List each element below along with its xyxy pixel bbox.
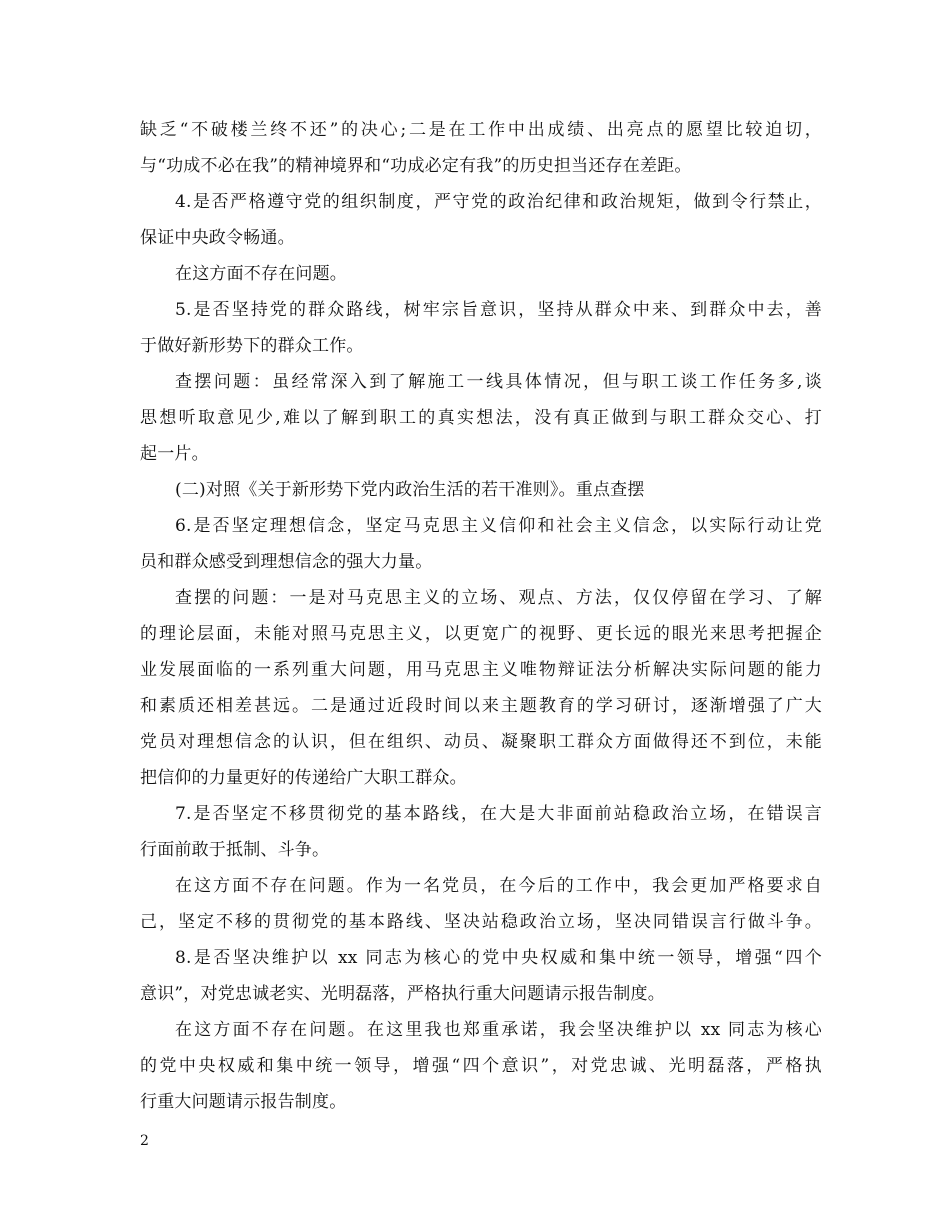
text-line: 把信仰的力量更好的传递给广大职工群众。 <box>140 768 467 788</box>
text-line: 意识”，对党忠诚老实、光明磊落，严格执行重大问题请示报告制度。 <box>140 984 665 1004</box>
document-body <box>140 112 822 1120</box>
text-line: 缺乏“不破楼兰终不还”的决心;二是在工作中出成绩、出亮点的愿望比较迫切， <box>140 120 822 140</box>
text-line: 保证中央政令畅通。 <box>140 228 295 248</box>
text-line: 在这方面不存在问题。在这里我也郑重承诺，我会坚决维护以 xx 同志为核心 <box>175 1020 822 1040</box>
text-line: 的党中央权威和集中统一领导，增强“四个意识”，对党忠诚、光明磊落，严格执 <box>140 1056 822 1076</box>
text-line: 查摆问题：虽经常深入到了解施工一线具体情况，但与职工谈工作任务多,谈 <box>175 372 822 392</box>
text-line: 6.是否坚定理想信念，坚定马克思主义信仰和社会主义信念，以实际行动让党 <box>175 516 822 536</box>
text-line: 和素质还相差甚远。二是通过近段时间以来主题教育的学习研讨，逐渐增强了广大 <box>140 696 822 716</box>
text-line: 5.是否坚持党的群众路线，树牢宗旨意识，坚持从群众中来、到群众中去，善 <box>175 300 822 320</box>
text-line: 党员对理想信念的认识，但在组织、动员、凝聚职工群众方面做得还不到位，未能 <box>140 732 822 752</box>
text-line: 行面前敢于抵制、斗争。 <box>140 840 330 860</box>
text-line: 员和群众感受到理想信念的强大力量。 <box>140 552 433 572</box>
text-line: 思想听取意见少,难以了解到职工的真实想法，没有真正做到与职工群众交心、打 <box>140 408 822 428</box>
text-line: 于做好新形势下的群众工作。 <box>140 336 364 356</box>
text-line: 4.是否严格遵守党的组织制度，严守党的政治纪律和政治规矩，做到令行禁止， <box>175 192 822 212</box>
text-line: 在这方面不存在问题。作为一名党员，在今后的工作中，我会更加严格要求自 <box>175 876 822 896</box>
page-number: 2 <box>140 1133 149 1149</box>
text-line: 起一片。 <box>140 444 209 464</box>
text-line: 业发展面临的一系列重大问题，用马克思主义唯物辩证法分析解决实际问题的能力 <box>140 660 822 680</box>
text-line: 的理论层面，未能对照马克思主义，以更宽广的视野、更长远的眼光来思考把握企 <box>140 624 822 644</box>
section-heading: (二)对照《关于新形势下党内政治生活的若干准则》。重点查摆 <box>175 480 645 500</box>
text-line: 己，坚定不移的贯彻党的基本路线、坚决站稳政治立场，坚决同错误言行做斗争。 <box>140 912 822 932</box>
text-line: 8.是否坚决维护以 xx 同志为核心的党中央权威和集中统一领导，增强“四个 <box>175 948 822 968</box>
text-line: 与“功成不必在我”的精神境界和“功成必定有我”的历史担当还存在差距。 <box>140 156 692 176</box>
text-line: 在这方面不存在问题。 <box>175 264 347 284</box>
text-line: 行重大问题请示报告制度。 <box>140 1092 347 1112</box>
text-line: 7.是否坚定不移贯彻党的基本路线，在大是大非面前站稳政治立场，在错误言 <box>175 804 822 824</box>
text-line: 查摆的问题：一是对马克思主义的立场、观点、方法，仅仅停留在学习、了解 <box>175 588 822 608</box>
